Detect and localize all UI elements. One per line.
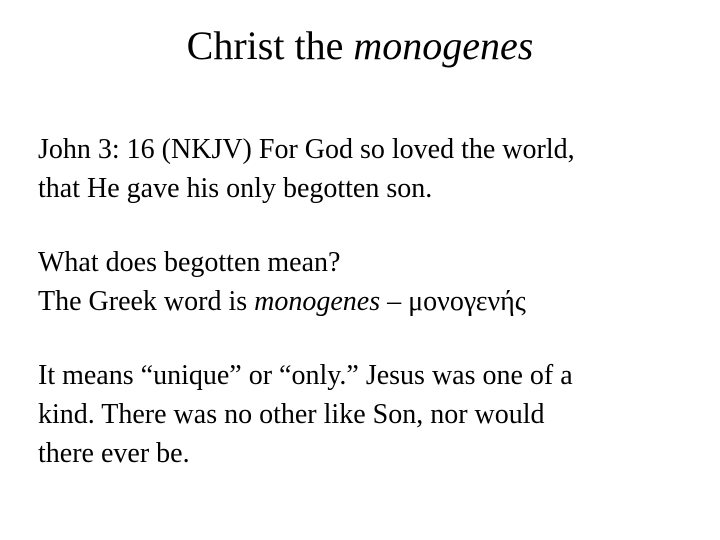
question-line-1: What does begotten mean? — [38, 247, 341, 278]
verse-paragraph — [38, 130, 698, 208]
question-line-2-prefix: The Greek word is — [38, 286, 255, 317]
title-italic-word: monogenes — [353, 23, 534, 68]
greek-word: – μονογενής — [380, 286, 526, 317]
slide-title — [0, 22, 720, 70]
question-paragraph — [38, 243, 698, 321]
title-prefix: Christ the — [186, 23, 354, 68]
question-line-2 — [38, 286, 526, 317]
greek-transliteration: monogenes — [254, 286, 381, 317]
meaning-paragraph — [38, 356, 698, 473]
meaning-line-3: there ever be. — [38, 438, 190, 469]
verse-line-2: that He gave his only begotten son. — [38, 173, 433, 204]
verse-line-1: John 3: 16 (NKJV) For God so loved the world, — [38, 134, 575, 165]
meaning-line-2: kind. There was no other like Son, nor would — [38, 399, 545, 430]
meaning-line-1: It means “unique” or “only.” Jesus was one of a — [38, 360, 573, 391]
